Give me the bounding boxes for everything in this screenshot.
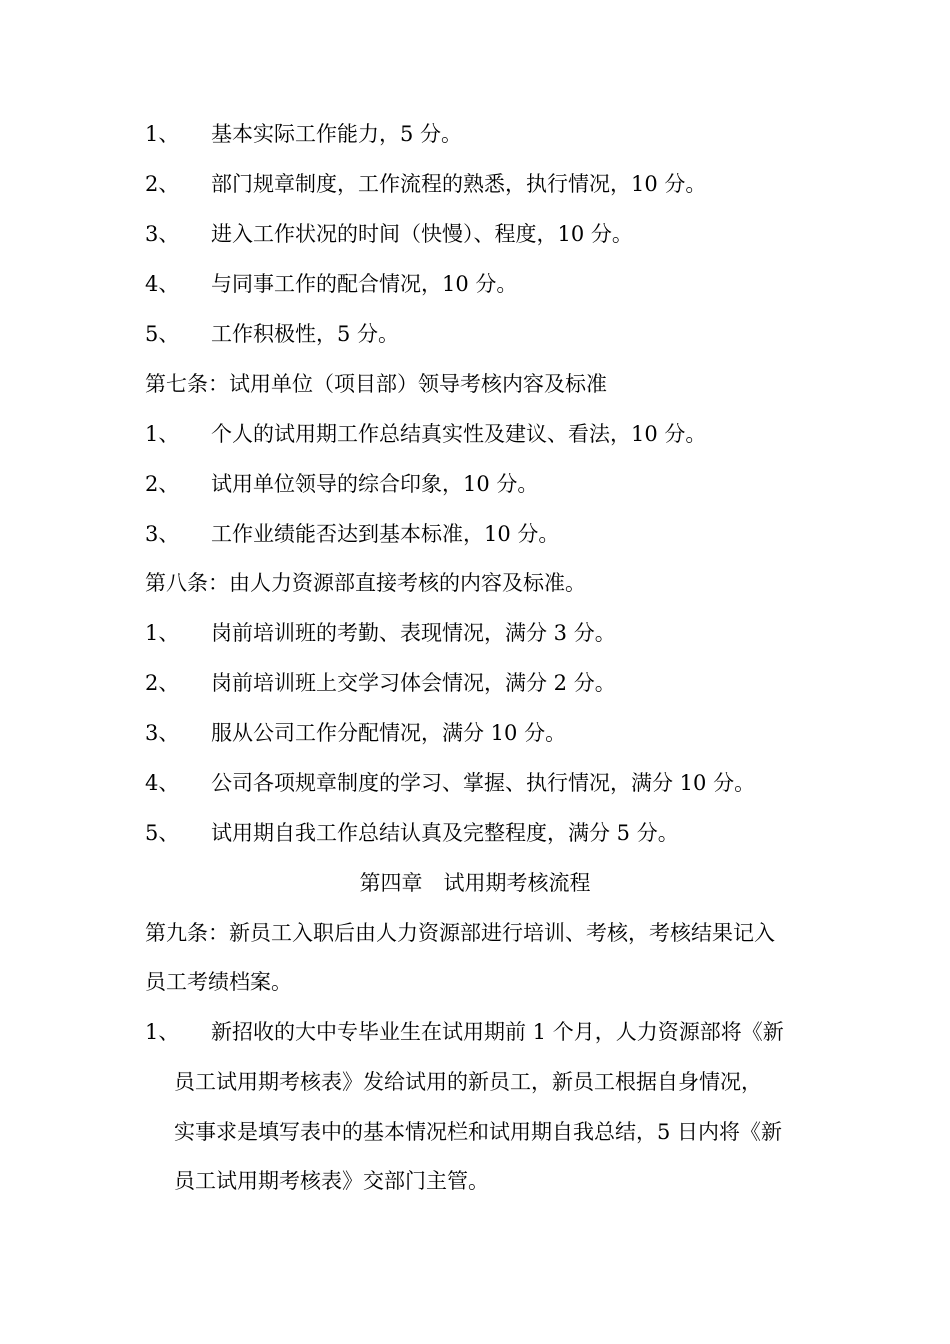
item-text: 公司各项规章制度的学习、掌握、执行情况，满分 10 分。 bbox=[211, 771, 756, 795]
item-text: 试用期自我工作总结认真及完整程度，满分 5 分。 bbox=[211, 821, 679, 845]
item-text: 岗前培训班的考勤、表现情况，满分 3 分。 bbox=[211, 621, 616, 645]
item-text: 岗前培训班上交学习体会情况，满分 2 分。 bbox=[211, 671, 616, 695]
item-text: 部门规章制度，工作流程的熟悉，执行情况，10 分。 bbox=[211, 172, 707, 196]
article-9-text-cont: 员工考绩档案。 bbox=[145, 970, 292, 994]
item-number: 5、 bbox=[145, 821, 180, 845]
item-number: 5、 bbox=[145, 322, 180, 346]
article-8-heading: 第八条：由人力资源部直接考核的内容及标准。 bbox=[145, 571, 586, 595]
chapter-title: 第四章 试用期考核流程 bbox=[359, 871, 591, 895]
item-number: 2、 bbox=[145, 172, 180, 196]
item-text: 服从公司工作分配情况，满分 10 分。 bbox=[211, 721, 567, 745]
item-text: 与同事工作的配合情况，10 分。 bbox=[211, 272, 518, 296]
item-number: 3、 bbox=[145, 222, 180, 246]
item-number: 4、 bbox=[145, 272, 180, 296]
item-text-cont: 员工试用期考核表》发给试用的新员工，新员工根据自身情况， bbox=[174, 1070, 762, 1094]
item-number: 1、 bbox=[145, 422, 180, 446]
item-text: 个人的试用期工作总结真实性及建议、看法，10 分。 bbox=[211, 422, 707, 446]
item-number: 3、 bbox=[145, 522, 180, 546]
item-number: 4、 bbox=[145, 771, 180, 795]
item-text: 工作积极性，5 分。 bbox=[211, 322, 400, 346]
item-number: 2、 bbox=[145, 671, 180, 695]
item-text: 工作业绩能否达到基本标准，10 分。 bbox=[211, 522, 560, 546]
article-9-text: 第九条：新员工入职后由人力资源部进行培训、考核，考核结果记入 bbox=[145, 921, 775, 945]
item-text: 基本实际工作能力，5 分。 bbox=[211, 122, 463, 146]
item-text-cont: 员工试用期考核表》交部门主管。 bbox=[174, 1169, 489, 1193]
item-text: 进入工作状况的时间（快慢）、程度，10 分。 bbox=[211, 222, 633, 246]
item-number: 1、 bbox=[145, 122, 180, 146]
item-text: 新招收的大中专毕业生在试用期前 1 个月，人力资源部将《新 bbox=[211, 1020, 784, 1044]
item-number: 2、 bbox=[145, 472, 180, 496]
article-7-heading: 第七条：试用单位（项目部）领导考核内容及标准 bbox=[145, 372, 607, 396]
item-number: 3、 bbox=[145, 721, 180, 745]
item-number: 1、 bbox=[145, 1020, 180, 1044]
item-text: 试用单位领导的综合印象，10 分。 bbox=[211, 472, 539, 496]
item-text-cont: 实事求是填写表中的基本情况栏和试用期自我总结，5 日内将《新 bbox=[174, 1120, 783, 1144]
item-number: 1、 bbox=[145, 621, 180, 645]
